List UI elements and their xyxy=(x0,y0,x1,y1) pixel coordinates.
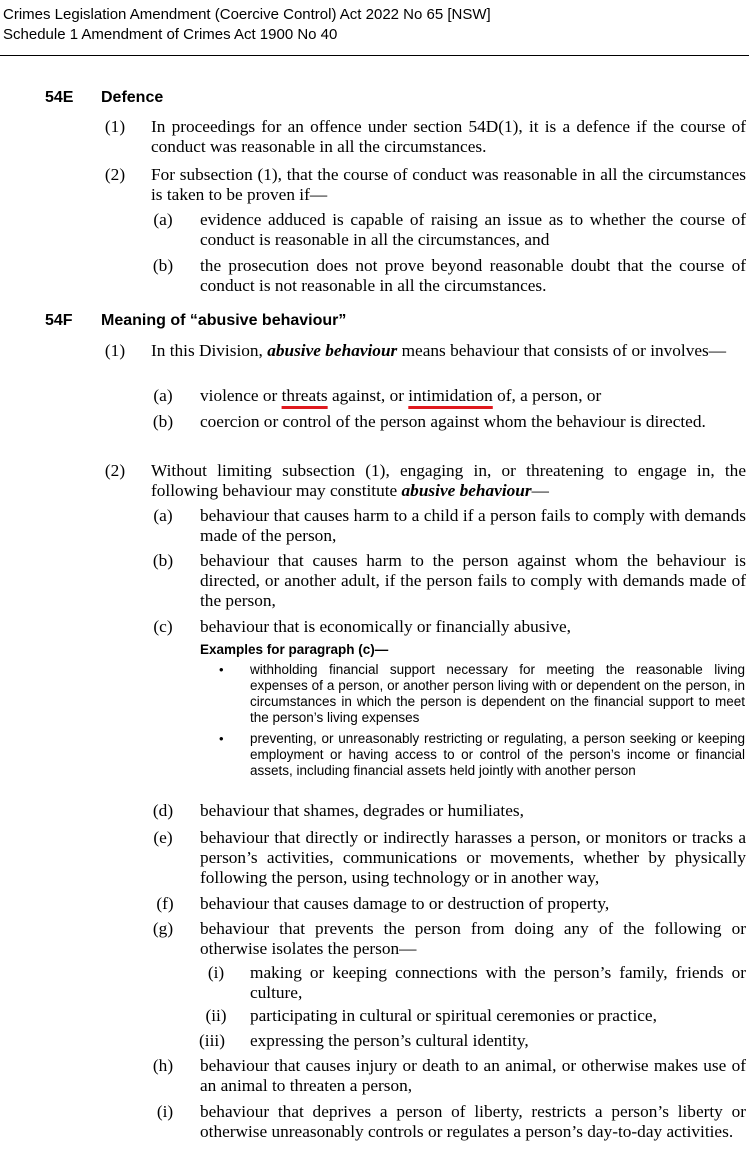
paragraph-text: evidence adduced is capable of raising an issue as to whether the course of conduct is reasonable in all the circumstances, and xyxy=(200,210,746,249)
subsection-text: For subsection (1), that the course of conduct was reasonable in all the circumstances is taken to be proven if— xyxy=(151,165,746,204)
paragraph-text: the prosecution does not prove beyond reasonable doubt that the course of conduct is not reasonable in all the circumstances. xyxy=(200,256,746,295)
subsection-text xyxy=(151,341,746,361)
section-number-54e: 54E xyxy=(45,89,74,106)
subsection-label: (1) xyxy=(104,341,126,360)
text-run: — xyxy=(531,481,549,500)
text-run: In this Division, xyxy=(151,341,268,360)
subsection-text xyxy=(151,461,746,501)
act-title: Crimes Legislation Amendment (Coercive Control) Act 2022 No 65 [NSW] xyxy=(3,6,491,23)
paragraph-text: behaviour that shames, degrades or humiliates, xyxy=(200,801,524,820)
subsection-text: In proceedings for an offence under section 54D(1), it is a defence if the course of conduct was reasonable in all the circumstances. xyxy=(151,117,746,156)
text-run: means behaviour that consists of or involves— xyxy=(397,341,727,360)
paragraph-text: behaviour that directly or indirectly harasses a person, or monitors or tracks a person’s activities, communications or movements, whether by physically following the person, using technology or in another way, xyxy=(200,828,746,887)
subparagraph-label: (iii) xyxy=(199,1031,225,1050)
subparagraph-label: (ii) xyxy=(205,1006,227,1025)
paragraph-label: (b) xyxy=(152,412,174,431)
subparagraph-text: making or keeping connections with the person’s family, friends or culture, xyxy=(250,963,746,1002)
paragraph-text: behaviour that prevents the person from doing any of the following or otherwise isolates the person— xyxy=(200,919,746,958)
paragraph-label: (g) xyxy=(152,919,174,938)
paragraph-text: coercion or control of the person against whom the behaviour is directed. xyxy=(200,412,706,431)
paragraph-label: (c) xyxy=(153,617,173,636)
paragraph-label: (a) xyxy=(153,386,173,405)
paragraph-text: behaviour that deprives a person of liberty, restricts a person’s liberty or otherwise unreasonably controls or regulates a person’s day-to-day activities. xyxy=(200,1102,746,1141)
subsection-label: (2) xyxy=(104,461,126,480)
section-title-54e: Defence xyxy=(101,89,164,106)
underlined-term-intimidation: intimidation xyxy=(408,386,493,405)
text-run: Without limiting subsection (1), engaging in, or threatening to engage in, the following behaviour may constitute xyxy=(151,461,746,500)
section-title-54f: Meaning of “abusive behaviour” xyxy=(101,312,347,329)
paragraph-text: behaviour that causes harm to the person against whom the behaviour is directed, or another adult, if the person fails to comply with demands made of the person, xyxy=(200,551,746,610)
text-run: against, or xyxy=(327,386,409,405)
defined-term: abusive behaviour xyxy=(267,341,398,360)
paragraph-text: behaviour that causes damage to or destruction of property, xyxy=(200,894,610,913)
paragraph-label: (b) xyxy=(152,256,174,275)
subparagraph-label: (i) xyxy=(207,963,225,982)
examples-heading: Examples for paragraph (c)— xyxy=(200,642,389,657)
paragraph-text: behaviour that causes harm to a child if a person fails to comply with demands made of the person, xyxy=(200,506,746,545)
bullet-icon: • xyxy=(219,662,224,677)
paragraph-text: behaviour that is economically or financially abusive, xyxy=(200,617,571,636)
document-header xyxy=(3,5,491,45)
paragraph-label: (a) xyxy=(153,210,173,229)
section-number-54f: 54F xyxy=(45,312,73,329)
defined-term: abusive behaviour xyxy=(401,481,532,500)
subsection-label: (2) xyxy=(104,165,126,184)
underlined-term-threats: threats xyxy=(281,386,328,405)
paragraph-text: behaviour that causes injury or death to an animal, or otherwise makes use of an animal to threaten a person, xyxy=(200,1056,746,1095)
paragraph-label: (h) xyxy=(152,1056,174,1075)
text-run: violence or xyxy=(200,386,282,405)
subparagraph-text: expressing the person’s cultural identity, xyxy=(250,1031,529,1050)
paragraph-text xyxy=(200,386,746,406)
example-item: withholding financial support necessary for meeting the reasonable living expenses of a person, or another person living with or dependent on the person, in circumstances in which the person is dependent on the financial support to meet the person’s living expenses xyxy=(250,662,745,725)
paragraph-label: (d) xyxy=(152,801,174,820)
paragraph-label: (e) xyxy=(153,828,173,847)
paragraph-label: (a) xyxy=(153,506,173,525)
schedule-title: Schedule 1 Amendment of Crimes Act 1900 No 40 xyxy=(3,26,338,43)
example-item: preventing, or unreasonably restricting or regulating, a person seeking or keeping employment or having access to or control of the person’s income or financial assets, including financial assets held jointly with another person xyxy=(250,731,745,778)
subparagraph-text: participating in cultural or spiritual ceremonies or practice, xyxy=(250,1006,657,1025)
paragraph-label: (b) xyxy=(152,551,174,570)
text-run: of, a person, or xyxy=(492,386,602,405)
header-divider xyxy=(0,55,749,56)
paragraph-label: (i) xyxy=(156,1102,174,1121)
subsection-label: (1) xyxy=(104,117,126,136)
bullet-icon: • xyxy=(219,731,224,746)
paragraph-label: (f) xyxy=(156,894,174,913)
